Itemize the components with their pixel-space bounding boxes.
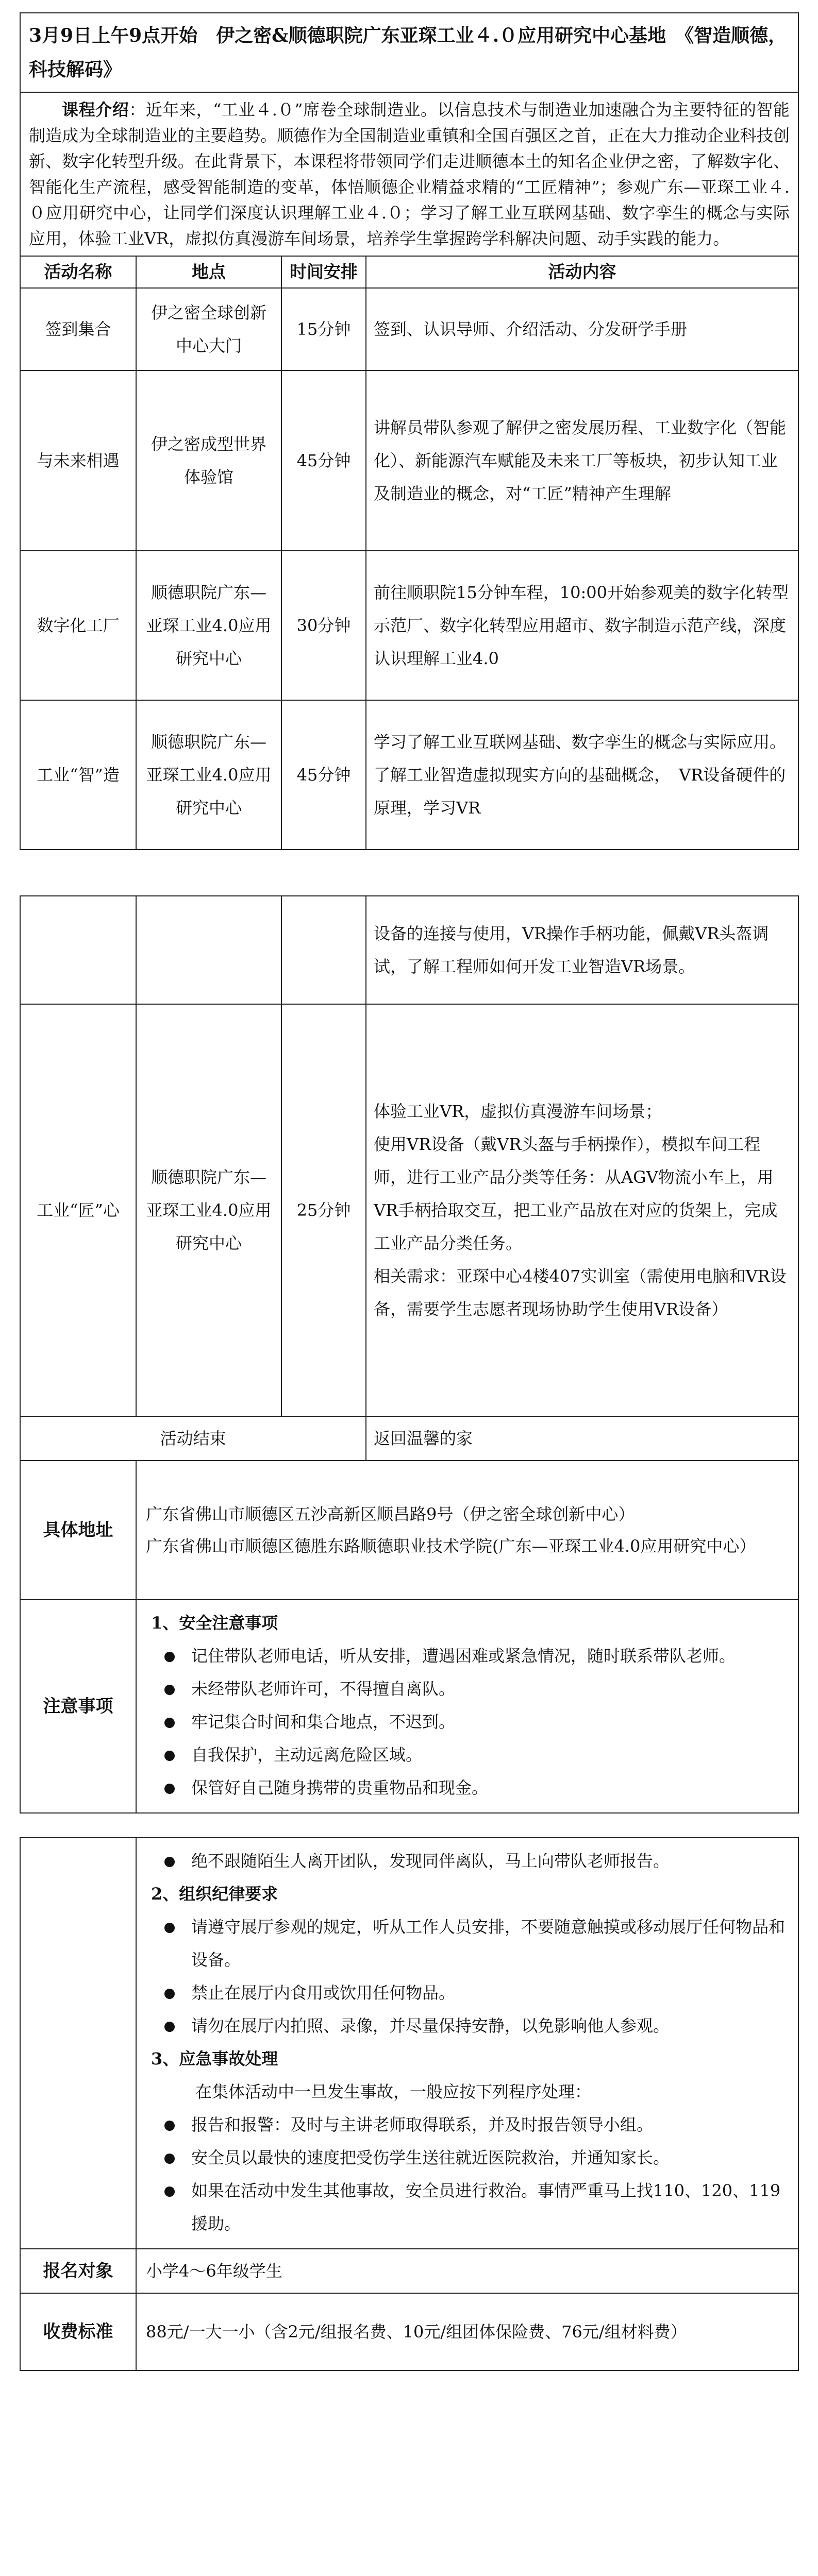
schedule-table-part3 (20, 1837, 799, 2371)
col-header-name: 活动名称 (20, 256, 136, 288)
activity-name: 工业“匠”心 (20, 1004, 136, 1416)
activity-time: 45分钟 (281, 370, 366, 551)
table-row (20, 370, 798, 551)
fee-row (20, 2293, 798, 2370)
activity-place: 伊之密成型世界体验馆 (136, 370, 281, 551)
activity-time: 25分钟 (281, 1004, 366, 1416)
empty-cell (136, 896, 281, 1004)
table-row (20, 288, 798, 370)
itinerary-document (20, 12, 798, 2371)
list-item: 记住带队老师电话，听从安排，遭遇困难或紧急情况，随时联系带队老师。 (147, 1639, 788, 1672)
safety-list (147, 1639, 788, 1804)
schedule-header-row (20, 256, 798, 288)
notes-row-continued (20, 1838, 798, 2249)
activity-time: 30分钟 (281, 551, 366, 700)
table-row (20, 551, 798, 700)
list-item: 自我保护，主动远离危险区域。 (147, 1738, 788, 1771)
activity-content: 签到、认识导师、介绍活动、分发研学手册 (366, 288, 798, 370)
activity-place: 顺德职院广东—亚琛工业4.0应用研究中心 (136, 551, 281, 700)
activity-name: 工业“智”造 (20, 700, 136, 850)
col-header-place: 地点 (136, 256, 281, 288)
list-item: 安全员以最快的速度把受伤学生送往就近医院救治，并通知家长。 (147, 2141, 788, 2174)
course-intro (20, 92, 798, 256)
activity-name: 签到集合 (20, 288, 136, 370)
schedule-table-part2 (20, 895, 799, 1814)
page-break (20, 1814, 798, 1837)
target-label: 报名对象 (20, 2249, 136, 2293)
address-row (20, 1461, 798, 1600)
list-item: 报告和报警：及时与主讲老师取得联系，并及时报告领导小组。 (147, 2108, 788, 2141)
list-item: 如果在活动中发生其他事故，安全员进行救治。事情严重马上找110、120、119援助。 (147, 2174, 788, 2240)
content-line: 相关需求：亚琛中心4楼407实训室（需使用电脑和VR设备，需要学生志愿者现场协助学生使用VR设备） (374, 1266, 787, 1319)
emergency-section-title: 3、应急事故处理 (151, 2049, 278, 2069)
activity-content (366, 1004, 798, 1416)
table-row (20, 1416, 798, 1461)
notes-row (20, 1600, 798, 1813)
fee-label: 收费标准 (20, 2293, 136, 2370)
fee-value: 88元/一大一小（含2元/组报名费、10元/组团体保险费、76元/组材料费） (136, 2293, 798, 2370)
safety-section-title: 1、安全注意事项 (151, 1613, 278, 1633)
activity-content: 前往顺职院15分钟车程，10:00开始参观美的数字化转型示范厂、数字化转型应用超市、数字制造示范产线，深度认识理解工业4.0 (366, 551, 798, 700)
activity-time: 45分钟 (281, 700, 366, 850)
table-row (20, 896, 798, 1004)
schedule-table-part1 (20, 12, 799, 850)
activity-content: 讲解员带队参观了解伊之密发展历程、工业数字化（智能化）、新能源汽车赋能及未来工厂等板块，初步认知工业及制造业的概念，对“工匠”精神产生理解 (366, 370, 798, 551)
activity-content (366, 700, 798, 850)
target-value: 小学4～6年级学生 (136, 2249, 798, 2293)
address-line: 广东省佛山市顺德区德胜东路顺德职业技术学院(广东—亚琛工业4.0应用研究中心） (146, 1536, 756, 1556)
list-item: 请遵守展厅参观的规定，听从工作人员安排，不要随意触摸或移动展厅任何物品和设备。 (147, 1910, 788, 1976)
empty-cell (20, 1838, 136, 2249)
discipline-list (147, 1910, 788, 2042)
intro-text: ：近年来，“工业４.０”席卷全球制造业。以信息技术与制造业加速融合为主要特征的智能制造成为全球制造业的主要趋势。顺德作为全国制造业重镇和全国百强区之首，正在大力推动企业科技创新、数字化转型升级。在此背景下，本课程将带领同学们走进顺德本土的知名企业伊之密，了解数字化、智能化生产流程，感受智能制造的变革，体悟顺德企业精益求精的“工匠精神”；参观广东—亚琛工业４.０应用研究中心，让同学们深度认识理解工业４.０；学习了解工业互联网基础、数字孪生的概念与实际应用，体验工业VR，虚拟仿真漫游车间场景，培养学生掌握跨学科解决问题、动手实践的能力。 (29, 100, 790, 248)
activity-end-content: 返回温馨的家 (366, 1416, 798, 1461)
notes-content (136, 1600, 798, 1813)
activity-time: 15分钟 (281, 288, 366, 370)
content-line: 了解工业智造虚拟现实方向的基础概念， VR设备硬件的原理，学习VR (374, 765, 786, 818)
notes-content-continued (136, 1838, 798, 2249)
address-label: 具体地址 (20, 1461, 136, 1600)
notes-label: 注意事项 (20, 1600, 136, 1813)
col-header-content: 活动内容 (366, 256, 798, 288)
content-line: 使用VR设备（戴VR头盔与手柄操作），模拟车间工程师，进行工业产品分类等任务：从AGV物流小车上，用VR手柄拾取交互，把工业产品放在对应的货架上，完成工业产品分类任务。 (374, 1134, 778, 1253)
activity-content-continued: 设备的连接与使用，VR操作手柄功能，佩戴VR头盔调试，了解工程师如何开发工业智造VR场景。 (366, 896, 798, 1004)
emergency-list (147, 2108, 788, 2240)
empty-cell (20, 896, 136, 1004)
activity-place: 伊之密全球创新中心大门 (136, 288, 281, 370)
content-line: 学习了解工业互联网基础、数字孪生的概念与实际应用。 (374, 732, 787, 752)
activity-name: 与未来相遇 (20, 370, 136, 551)
list-item: 禁止在展厅内食用或饮用任何物品。 (147, 1976, 788, 2009)
discipline-section-title: 2、组织纪律要求 (151, 1884, 278, 1904)
list-item: 未经带队老师许可，不得擅自离队。 (147, 1672, 788, 1705)
activity-end-label: 活动结束 (20, 1416, 366, 1461)
intro-label: 课程介绍 (62, 100, 129, 120)
empty-cell (281, 896, 366, 1004)
col-header-time: 时间安排 (281, 256, 366, 288)
safety-list-continued (147, 1844, 788, 1877)
table-row (20, 1004, 798, 1416)
list-item: 保管好自己随身携带的贵重物品和现金。 (147, 1771, 788, 1804)
list-item: 绝不跟随陌生人离开团队，发现同伴离队，马上向带队老师报告。 (147, 1844, 788, 1877)
page-break (20, 850, 798, 895)
list-item: 牢记集合时间和集合地点，不迟到。 (147, 1705, 788, 1738)
emergency-intro: 在集体活动中一旦发生事故，一般应按下列程序处理： (195, 2082, 592, 2102)
address-value (136, 1461, 798, 1600)
content-line: 体验工业VR，虚拟仿真漫游车间场景； (374, 1101, 662, 1121)
target-row (20, 2249, 798, 2293)
activity-place: 顺德职院广东—亚琛工业4.0应用研究中心 (136, 700, 281, 850)
activity-name: 数字化工厂 (20, 551, 136, 700)
page-title: 3月9日上午9点开始 伊之密&顺德职院广东亚琛工业４.０应用研究中心基地 《智造顺德，科技解码》 (20, 13, 798, 92)
activity-place: 顺德职院广东—亚琛工业4.0应用研究中心 (136, 1004, 281, 1416)
list-item: 请勿在展厅内拍照、录像，并尽量保持安静，以免影响他人参观。 (147, 2009, 788, 2042)
table-row (20, 700, 798, 850)
address-line: 广东省佛山市顺德区五沙高新区顺昌路9号（伊之密全球创新中心） (146, 1504, 635, 1524)
